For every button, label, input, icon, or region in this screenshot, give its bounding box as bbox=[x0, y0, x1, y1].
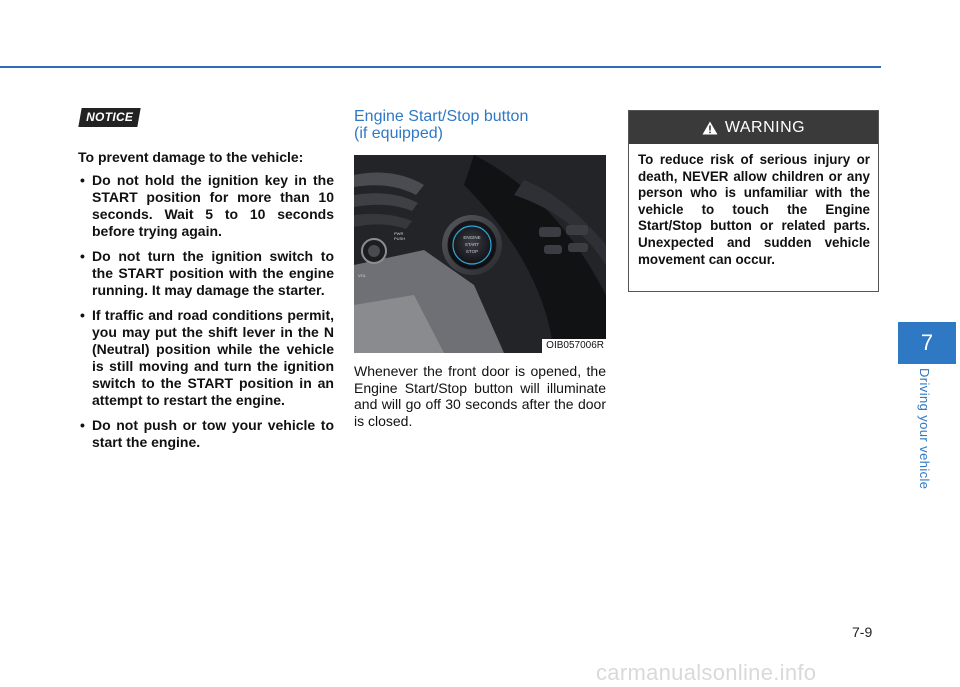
side-text-pwr: PWR bbox=[394, 231, 404, 236]
notice-item: • Do not push or tow your vehicle to start the engine. bbox=[78, 417, 334, 451]
notice-list bbox=[78, 172, 334, 451]
button-text-engine: ENGINE bbox=[463, 235, 481, 240]
notice-item: • Do not turn the ignition switch to the START position with the engine running. It may damage the starter. bbox=[78, 248, 334, 299]
warning-title: WARNING bbox=[724, 118, 806, 136]
section-body: Whenever the front door is opened, the Engine Start/Stop button will illuminate and will go off 30 seconds after the door is closed. bbox=[354, 363, 606, 429]
warning-box bbox=[628, 110, 879, 292]
warning-triangle-icon bbox=[702, 121, 718, 135]
figure-code: OIB057006R bbox=[542, 339, 606, 353]
notice-lead: To prevent damage to the vehicle: bbox=[78, 149, 304, 165]
engine-button-illustration bbox=[354, 155, 606, 353]
button-text-start: START bbox=[464, 242, 480, 247]
notice-item: • Do not hold the ignition key in the START position for more than 10 seconds. Wait 5 to 10 seconds before trying again. bbox=[78, 172, 334, 240]
page-number: 7-9 bbox=[852, 624, 873, 640]
warning-header bbox=[629, 111, 878, 144]
chapter-label: Driving your vehicle bbox=[917, 368, 932, 490]
notice-section bbox=[78, 108, 334, 459]
chapter-number: 7 bbox=[920, 330, 934, 355]
watermark: carmanualsonline.info bbox=[596, 660, 817, 685]
section-title: Engine Start/Stop button (if equipped) bbox=[354, 108, 529, 142]
vol-label: VOL bbox=[358, 273, 367, 278]
engine-start-section bbox=[354, 108, 606, 429]
side-text-push: PUSH bbox=[394, 236, 406, 241]
engine-button-photo bbox=[354, 155, 606, 353]
chapter-tab[interactable] bbox=[898, 322, 956, 364]
notice-item: • If traffic and road conditions permit, you may put the shift lever in the N (Neutral) position while the vehicle is still moving and turn the ignition switch to the START position in an attempt to restart the engine. bbox=[78, 307, 334, 409]
notice-badge: NOTICE bbox=[78, 108, 140, 127]
top-rule bbox=[0, 66, 881, 68]
warning-text: To reduce risk of serious injury or death, NEVER allow children or any person who is unfamiliar with the vehicle to touch the Engine Start/Stop button or related parts. Unexpected and sudden vehicle movement can occur. bbox=[638, 152, 870, 267]
button-text-stop: STOP bbox=[465, 249, 479, 254]
